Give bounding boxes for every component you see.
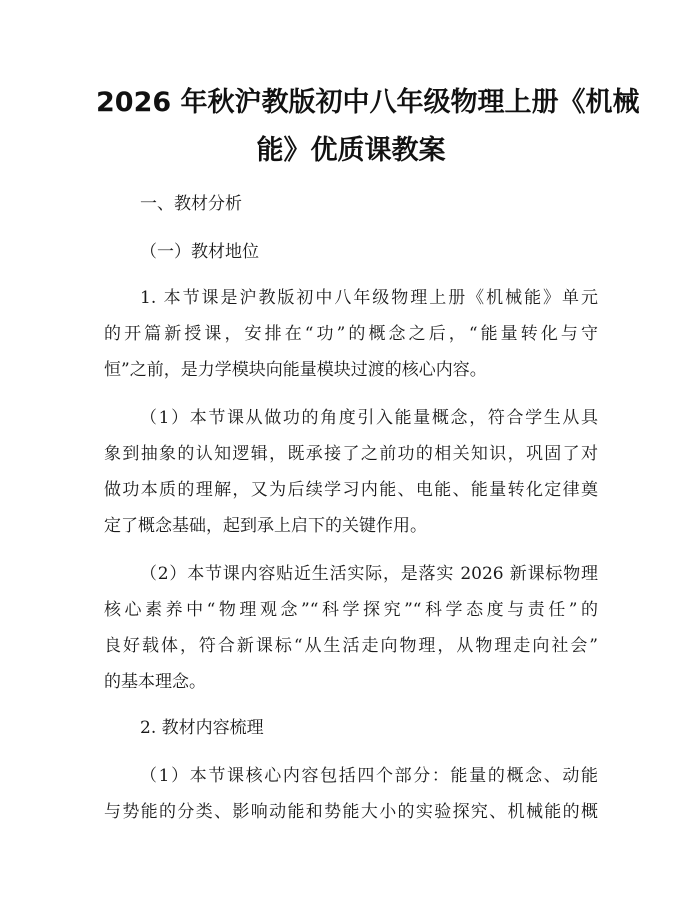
paragraph-line: 的基本理念。 [104, 672, 206, 692]
paragraph-line: 的开篇新授课，安排在“功”的概念之后，“能量转化与守 [104, 324, 598, 344]
document-title-line-1: 2026 年秋沪教版初中八年级物理上册《机械 [96, 87, 640, 118]
paragraph-line: （1）本节课从做功的角度引入能量概念，符合学生从具 [140, 408, 598, 428]
subsection-heading: （一）教材地位 [140, 242, 259, 262]
subsection-heading: 2. 教材内容梳理 [140, 718, 264, 738]
paragraph-line: 定了概念基础，起到承上启下的关键作用。 [104, 516, 427, 536]
paragraph-line: 核心素养中“物理观念”“科学探究”“科学态度与责任”的 [104, 600, 598, 620]
paragraph-line: （2）本节课内容贴近生活实际，是落实 2026 新课标物理 [140, 564, 598, 584]
paragraph-line: 良好载体，符合新课标“从生活走向物理，从物理走向社会” [104, 636, 598, 656]
paragraph-line: 象到抽象的认知逻辑，既承接了之前功的相关知识，巩固了对 [104, 444, 598, 464]
document-title-line-2: 能》优质课教案 [256, 135, 446, 166]
paragraph-line: 做功本质的理解，又为后续学习内能、电能、能量转化定律奠 [104, 480, 598, 500]
paragraph-line: （1）本节课核心内容包括四个部分：能量的概念、动能 [140, 766, 598, 786]
paragraph-line: 与势能的分类、影响动能和势能大小的实验探究、机械能的概 [104, 802, 598, 822]
paragraph-line: 1. 本节课是沪教版初中八年级物理上册《机械能》单元 [140, 288, 598, 308]
paragraph-line: 恒”之前，是力学模块向能量模块过渡的核心内容。 [104, 360, 487, 380]
section-heading: 一、教材分析 [140, 194, 242, 214]
